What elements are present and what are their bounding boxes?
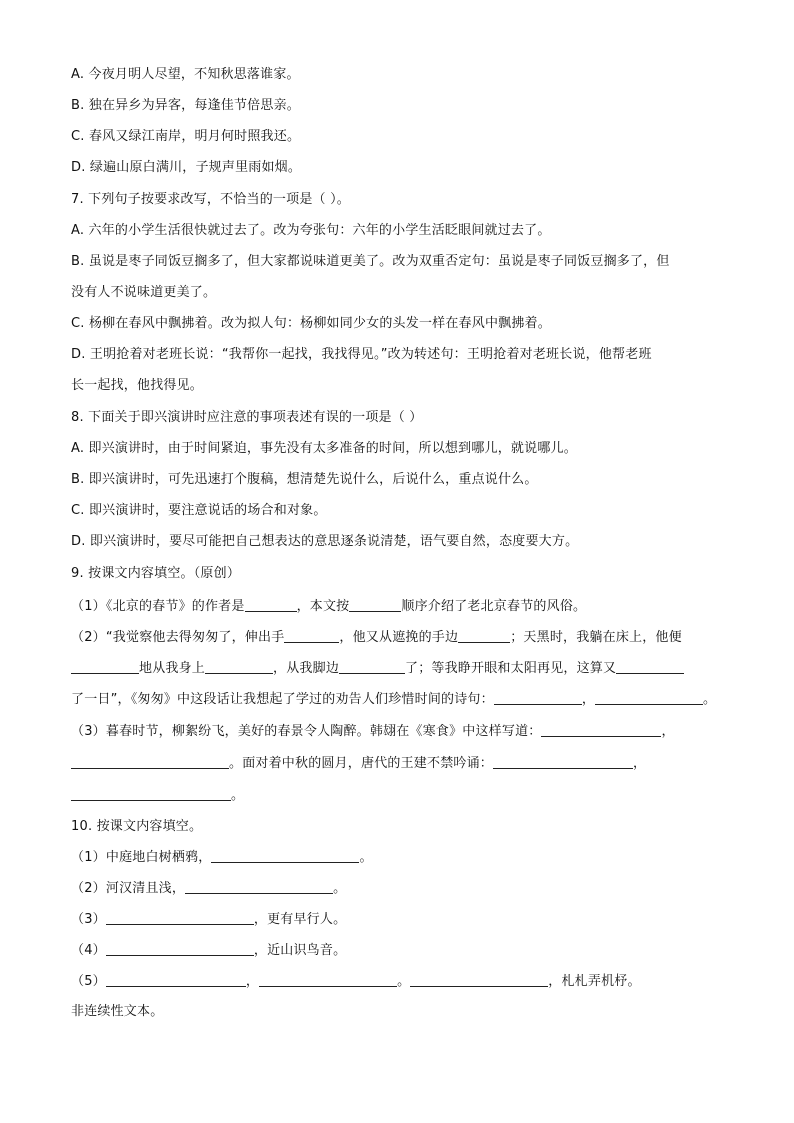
- answer-blank[interactable]: [595, 690, 703, 705]
- q9-line-7: 。: [71, 786, 731, 805]
- question-10: 10. 按课文内容填空。: [71, 819, 203, 834]
- answer-blank[interactable]: [71, 786, 231, 801]
- q10-line-4: （4） ，近山识鸟音。: [71, 943, 347, 958]
- section-footer: 非连续性文本。: [71, 1004, 164, 1019]
- option-a: A. 今夜月明人尽望，不知秋思落谁家。: [71, 67, 300, 82]
- q7-option-d-cont: 长一起找，他找得见。: [71, 378, 204, 393]
- q7-option-a: A. 六年的小学生活很快就过去了。改为夸张句：六年的小学生活眨眼间就过去了。: [71, 223, 551, 238]
- q9-line-6: 。面对着中秋的圆月，唐代的王建不禁吟诵： ，: [71, 754, 731, 773]
- answer-blank[interactable]: [458, 628, 510, 643]
- answer-blank[interactable]: [284, 628, 339, 643]
- q10-line-2: （2）河汉清且浅， 。: [71, 881, 347, 896]
- answer-blank[interactable]: [71, 659, 139, 674]
- q7-option-b-cont: 没有人不说味道更美了。: [71, 285, 217, 300]
- q9-line-5: （3）暮春时节，柳絮纷飞，美好的春景令人陶醉。韩翃在《寒食》中这样写道： ，: [71, 724, 675, 739]
- answer-blank[interactable]: [205, 659, 273, 674]
- q8-option-a: A. 即兴演讲时，由于时间紧迫，事先没有太多准备的时间，所以想到哪儿，就说哪儿。: [71, 441, 577, 456]
- answer-blank[interactable]: [494, 690, 582, 705]
- answer-blank[interactable]: [106, 910, 254, 925]
- q10-line-5: （5） ， 。 ，札札弄机杼。: [71, 974, 641, 989]
- answer-blank[interactable]: [71, 754, 229, 769]
- answer-blank[interactable]: [410, 972, 548, 987]
- answer-blank[interactable]: [493, 754, 633, 769]
- answer-blank[interactable]: [185, 879, 333, 894]
- q7-option-c: C. 杨柳在春风中飘拂着。改为拟人句：杨柳如同少女的头发一样在春风中飘拂着。: [71, 316, 551, 331]
- q8-option-b: B. 即兴演讲时，可先迅速打个腹稿，想清楚先说什么，后说什么，重点说什么。: [71, 472, 538, 487]
- answer-blank[interactable]: [541, 722, 661, 737]
- q10-line-1: （1）中庭地白树栖鸦， 。: [71, 850, 373, 865]
- question-8: 8. 下面关于即兴演讲时应注意的事项表述有误的一项是（ ）: [71, 410, 423, 425]
- q8-option-c: C. 即兴演讲时，要注意说话的场合和对象。: [71, 503, 327, 518]
- question-9: 9. 按课文内容填空。（原创）: [71, 566, 241, 581]
- q9-line-1: （1）《北京的春节》的作者是 ，本文按 顺序介绍了老北京春节的风俗。: [71, 599, 587, 614]
- q9-line-3: 地从我身上 ，从我脚边 了；等我睁开眼和太阳再见，这算又: [71, 659, 731, 678]
- answer-blank[interactable]: [349, 597, 401, 612]
- q7-option-b: B. 虽说是枣子同饭豆搁多了，但大家都说味道更美了。改为双重否定句：虽说是枣子同饭豆搁多了，但: [71, 254, 670, 269]
- q8-option-d: D. 即兴演讲时，要尽可能把自己想表达的意思逐条说清楚，语气要自然，态度要大方。: [71, 534, 579, 549]
- answer-blank[interactable]: [259, 972, 397, 987]
- q9-line-4: 了一日”，《匆匆》中这段话让我想起了学过的劝告人们珍惜时间的诗句： ， 。: [71, 692, 717, 707]
- option-d: D. 绿遍山原白满川，子规声里雨如烟。: [71, 160, 302, 175]
- option-b: B. 独在异乡为异客，每逢佳节倍思亲。: [71, 98, 300, 113]
- q7-option-d: D. 王明抢着对老班长说：“我帮你一起找，我找得见。”改为转述句：王明抢着对老班长说，他帮老班: [71, 347, 652, 362]
- answer-blank[interactable]: [106, 972, 246, 987]
- answer-blank[interactable]: [245, 597, 297, 612]
- q10-line-3: （3） ，更有早行人。: [71, 912, 347, 927]
- answer-blank[interactable]: [211, 848, 359, 863]
- answer-blank[interactable]: [106, 941, 254, 956]
- answer-blank[interactable]: [616, 659, 684, 674]
- question-7: 7. 下列句子按要求改写，不恰当的一项是（ ）。: [71, 192, 350, 207]
- q9-line-2: （2）“我觉察他去得匆匆了，伸出手 ，他又从遮挽的手边 ；天黑时，我躺在床上，他便: [71, 630, 682, 645]
- answer-blank[interactable]: [339, 659, 405, 674]
- option-c: C. 春风又绿江南岸，明月何时照我还。: [71, 129, 301, 144]
